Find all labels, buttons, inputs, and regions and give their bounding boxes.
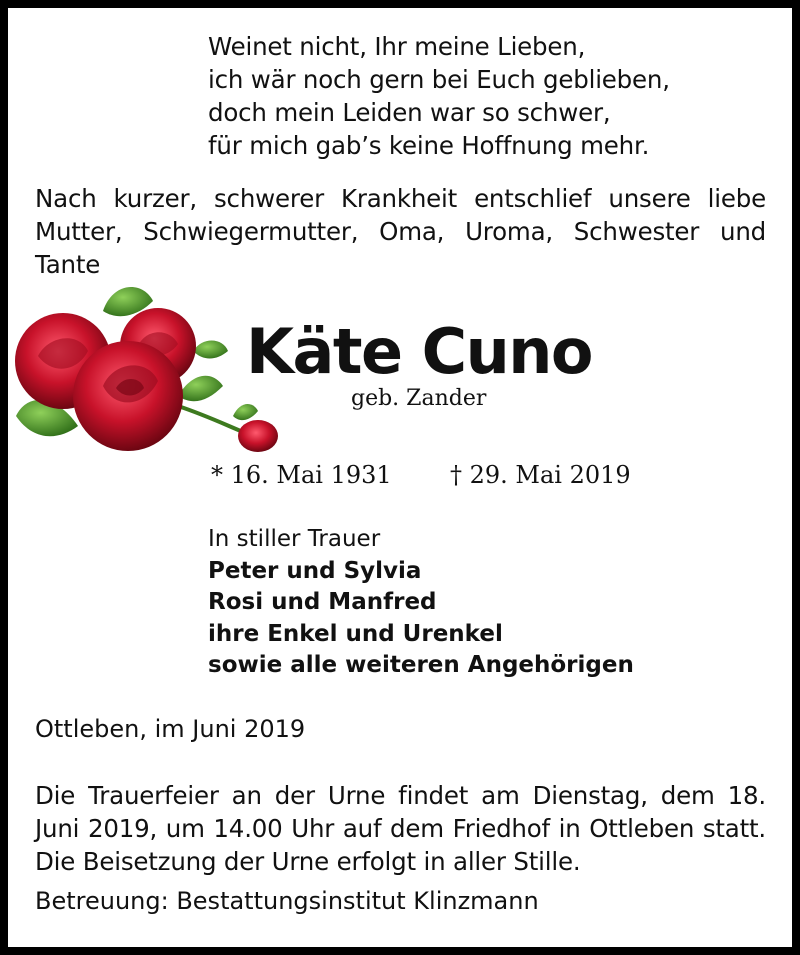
- mourner-name: Rosi und Manfred: [208, 589, 437, 615]
- mourner-name: sowie alle weiteren Angehörigen: [208, 652, 634, 678]
- mourners-intro: In stiller Trauer: [208, 526, 381, 552]
- poem-line-4: für mich gab’s keine Hoffnung mehr.: [208, 131, 650, 160]
- poem-line-3: doch mein Leiden war so schwer,: [208, 98, 611, 127]
- obituary-notice: [8, 8, 792, 947]
- maiden-name: geb. Zander: [351, 386, 487, 411]
- poem-line-1: Weinet nicht, Ihr meine Lieben,: [208, 32, 586, 61]
- deceased-name: Käte Cuno: [246, 315, 593, 388]
- birth-date: * 16. Mai 1931: [211, 461, 392, 489]
- mourner-name: Peter und Sylvia: [208, 557, 422, 584]
- poem-line-2: ich wär noch gern bei Euch geblieben,: [208, 65, 670, 94]
- place-date: Ottleben, im Juni 2019: [35, 715, 306, 743]
- poem: [208, 30, 670, 162]
- mourners-block: [208, 524, 634, 682]
- intro-text: Nach kurzer, schwerer Krankheit entschlief unsere liebe Mutter, Schwiegermutter, Oma, Uroma, Schwester und Tante: [35, 184, 766, 279]
- mourner-name: ihre Enkel und Urenkel: [208, 620, 503, 647]
- funeral-home-credit: Betreuung: Bestattungsinstitut Klinzmann: [35, 887, 539, 915]
- ceremony-text: Die Trauerfeier an der Urne findet am Dienstag, dem 18. Juni 2019, um 14.00 Uhr auf dem Friedhof in Ottleben statt. Die Beisetzung der Urne erfolgt in aller Stille.: [35, 781, 766, 876]
- death-date: † 29. Mai 2019: [450, 461, 631, 489]
